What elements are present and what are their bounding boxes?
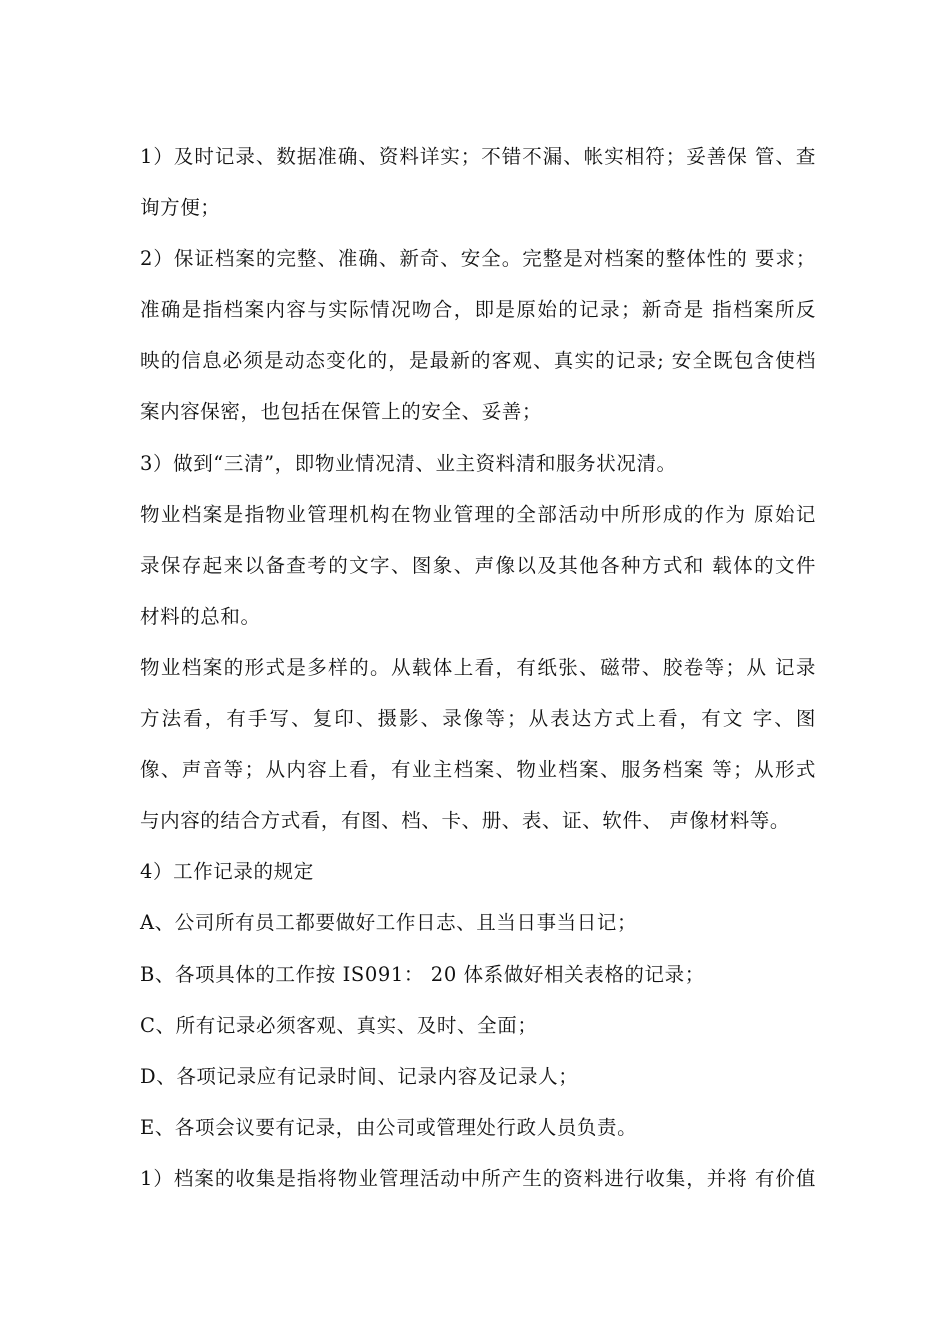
- text-line: 物业档案的形式是多样的。从载体上看，有纸张、磁带、胶卷等；从 记录: [140, 655, 816, 679]
- text-line: 材料的总和。: [140, 604, 261, 628]
- document-body: [140, 140, 816, 1213]
- text-line: 4）工作记录的规定: [140, 860, 314, 884]
- text-line: 物业档案是指物业管理机构在物业管理的全部活动中所形成的作为 原始记: [140, 502, 816, 526]
- text-line: B、各项具体的工作按 IS091： 20 体系做好相关表格的记录；: [140, 962, 705, 986]
- text-line: 询方便；: [140, 196, 221, 220]
- text-line: 方法看，有手写、复印、摄影、录像等；从表达方式上看，有文 字、图: [140, 707, 816, 731]
- text-line: 像、声音等；从内容上看，有业主档案、物业档案、服务档案 等；从形式: [140, 758, 816, 782]
- text-line: 案内容保密，也包括在保管上的安全、妥善；: [140, 400, 543, 424]
- text-line: E、各项会议要有记录，由公司或管理处行政人员负责。: [140, 1115, 638, 1139]
- text-line: 1）档案的收集是指将物业管理活动中所产生的资料进行收集，并将 有价值: [140, 1166, 816, 1190]
- text-line: C、所有记录必须客观、真实、及时、全面；: [140, 1013, 538, 1037]
- text-line: 3）做到“三清”，即物业情况清、业主资料清和服务状况清。: [140, 451, 677, 475]
- text-line: 1）及时记录、数据准确、资料详实；不错不漏、帐实相符；妥善保 管、查: [140, 145, 816, 168]
- text-line: 与内容的结合方式看，有图、档、卡、册、表、证、软件、 声像材料等。: [140, 809, 790, 833]
- text-line: 2）保证档案的完整、准确、新奇、安全。完整是对档案的整体性的 要求；: [140, 247, 816, 271]
- text-line: 准确是指档案内容与实际情况吻合，即是原始的记录；新奇是 指档案所反: [140, 298, 816, 322]
- text-line: 映的信息必须是动态变化的，是最新的客观、真实的记录; 安全既包含使档: [140, 349, 816, 373]
- text-line: D、各项记录应有记录时间、记录内容及记录人；: [140, 1064, 579, 1088]
- text-line: 录保存起来以备查考的文字、图象、声像以及其他各种方式和 载体的文件: [140, 553, 816, 577]
- text-line: A、公司所有员工都要做好工作日志、且当日事当日记；: [140, 911, 638, 935]
